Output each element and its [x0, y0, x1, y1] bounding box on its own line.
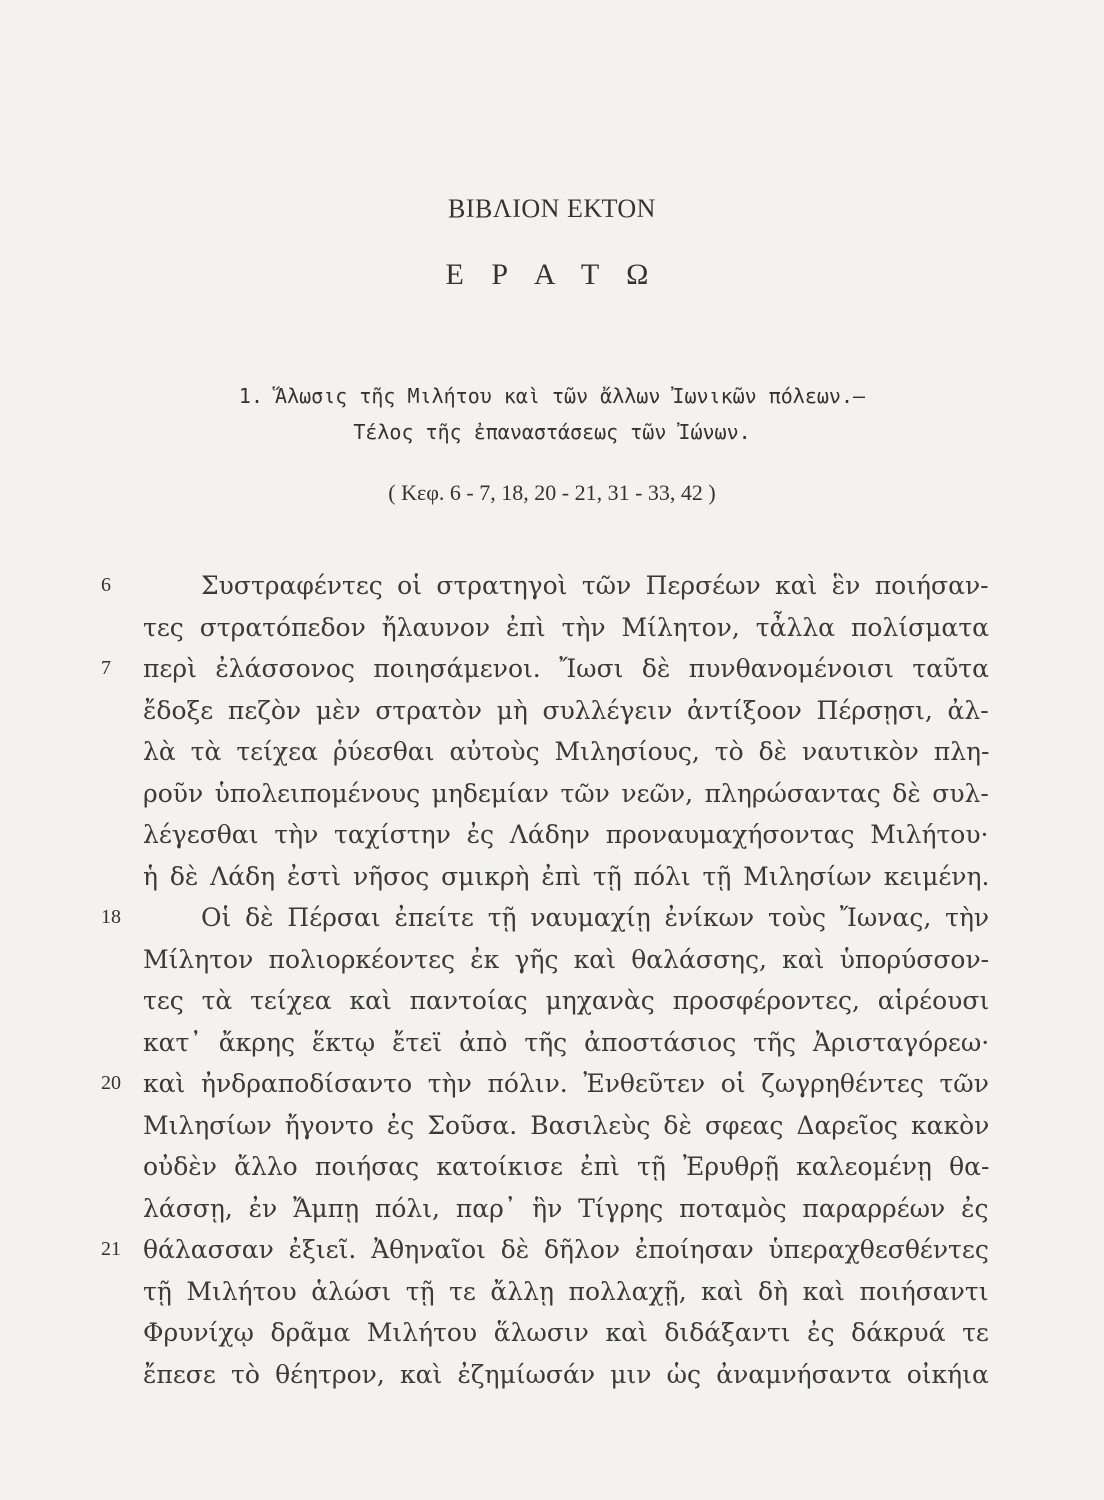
text-line	[143, 939, 989, 981]
section-heading	[100, 378, 1004, 450]
text-line	[143, 1354, 989, 1396]
chapter-references: ( Κεφ. 6 - 7, 18, 20 - 21, 31 - 33, 42 )	[388, 480, 716, 505]
text-line	[143, 607, 989, 649]
line-text: περὶ ἐλάσσονος ποιησάμενοι. Ἴωσι δὲ πυνθανομένοισι ταῦτα	[143, 654, 989, 683]
line-text: θάλασσαν ἐξιεῖ. Ἀθηναῖοι δὲ δῆλον ἐποίησαν ὑπεραχθεσθέντες	[143, 1235, 989, 1264]
text-line	[143, 1188, 989, 1230]
line-text: λάσσῃ, ἐν Ἄμπῃ πόλι, παρ᾽ ἣν Τίγρης ποταμὸς παραρρέων ἐς	[143, 1193, 989, 1223]
line-text: καὶ ἠνδραποδίσαντο τὴν πόλιν. Ἐνθεῦτεν οἱ ζωγρηθέντες τῶν	[143, 1069, 989, 1098]
line-text: Μίλητον πολιορκέοντες ἐκ γῆς καὶ θαλάσσης, καὶ ὑπορύσσον-	[143, 944, 990, 974]
line-text: οὐδὲν ἄλλο ποιήσας κατοίκισε ἐπὶ τῇ Ἐρυθρῇ καλεομένῃ θα-	[143, 1152, 990, 1181]
line-text: τῇ Μιλήτου ἁλώσι τῇ τε ἄλλῃ πολλαχῇ, καὶ δὴ καὶ ποιήσαντι	[143, 1276, 989, 1306]
section-heading-line-2: Τέλος τῆς ἐπαναστάσεως τῶν Ἰώνων.	[353, 420, 751, 444]
text-line	[143, 1146, 989, 1188]
line-number: 18	[101, 906, 121, 928]
line-number: 21	[101, 1238, 121, 1260]
line-text: Μιλησίων ἤγοντο ἐς Σοῦσα. Βασιλεὺς δὲ σφεας Δαρεῖος κακὸν	[143, 1110, 990, 1140]
line-text: λὰ τὰ τείχεα ῥύεσθαι αὐτοὺς Μιλησίους, τὸ δὲ ναυτικὸν πλη-	[143, 737, 990, 766]
text-line	[101, 1063, 989, 1105]
line-text: Φρυνίχῳ δρᾶμα Μιλήτου ἅλωσιν καὶ διδάξαντι ἐς δάκρυά τε	[143, 1318, 989, 1347]
text-line	[101, 897, 990, 939]
line-text: λέγεσθαι τὴν ταχίστην ἐς Λάδην προναυμαχήσοντας Μιλήτου·	[143, 820, 989, 849]
text-line	[143, 814, 989, 856]
text-line	[143, 1312, 989, 1354]
line-text: ἔπεσε τὸ θέητρον, καὶ ἐζημίωσάν μιν ὡς ἀναμνήσαντα οἰκήια	[143, 1359, 989, 1389]
text-line	[143, 1022, 989, 1064]
line-text: ροῦν ὑπολειπομένους μηδεμίαν τῶν νεῶν, πληρώσαντας δὲ συλ-	[143, 778, 989, 808]
text-line	[143, 980, 989, 1022]
line-number: 6	[101, 574, 111, 596]
text-line	[143, 856, 989, 898]
line-text: τες στρατόπεδον ἤλαυνον ἐπὶ τὴν Μίλητον, τἆλλα πολίσματα	[143, 612, 990, 642]
text-line	[143, 1105, 989, 1147]
text-line	[143, 731, 989, 773]
line-text: ἡ δὲ Λάδη ἐστὶ νῆσος σμικρὴ ἐπὶ τῇ πόλι τῇ Μιλησίων κειμένη.	[143, 861, 990, 891]
line-number: 7	[101, 657, 111, 679]
text-line	[101, 648, 989, 690]
line-text: Οἱ δὲ Πέρσαι ἐπείτε τῇ ναυμαχίῃ ἐνίκων τοὺς Ἴωνας, τὴν	[201, 903, 990, 932]
text-line	[143, 1271, 989, 1313]
book-title: ΒΙΒΛΙΟΝ ΕΚΤΟΝ	[448, 194, 656, 223]
line-text: κατ᾽ ἄκρης ἕκτῳ ἔτεϊ ἀπὸ τῆς ἀποστάσιος τῆς Ἀρισταγόρεω·	[143, 1027, 990, 1057]
line-text: Συστραφέντες οἱ στρατηγοὶ τῶν Περσέων καὶ ἓν ποιήσαν-	[201, 571, 989, 600]
text-line	[143, 690, 989, 732]
text-line	[143, 773, 989, 815]
book-subtitle: Ε Ρ Α Τ Ω	[445, 258, 659, 291]
line-text: τες τὰ τείχεα καὶ παντοίας μηχανὰς προσφέροντες, αἱρέουσι	[143, 986, 990, 1015]
text-line	[101, 565, 989, 607]
line-text: ἔδοξε πεζὸν μὲν στρατὸν μὴ συλλέγειν ἀντίξοον Πέρσῃσι, ἀλ-	[143, 695, 989, 725]
section-heading-line-1: 1. Ἅλωσις τῆς Μιλήτου καὶ τῶν ἄλλων Ἰωνικῶν πόλεων.—	[238, 384, 866, 408]
greek-text-block	[101, 565, 990, 1395]
text-line	[101, 1229, 989, 1271]
line-number: 20	[101, 1072, 121, 1094]
